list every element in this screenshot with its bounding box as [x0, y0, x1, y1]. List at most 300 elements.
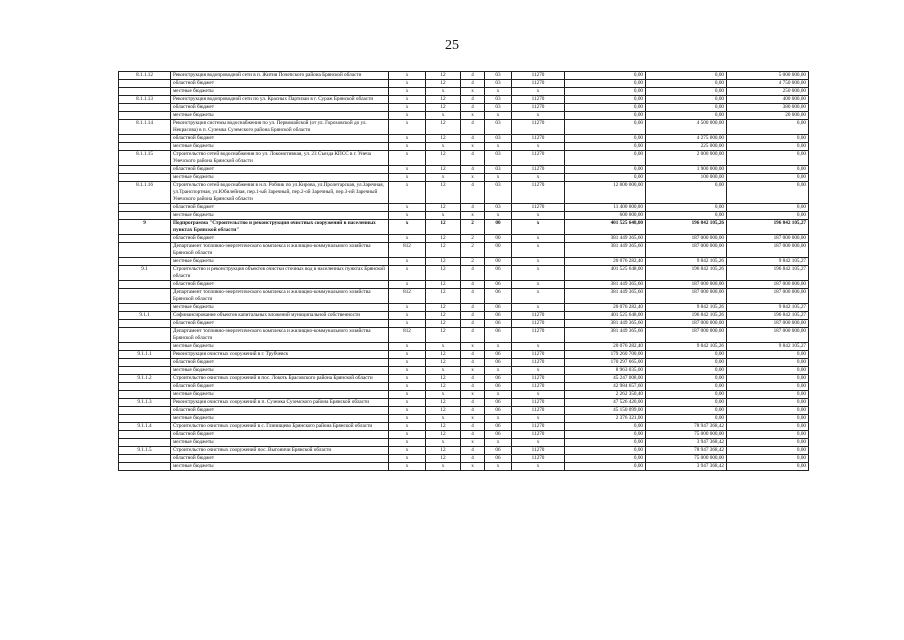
row-amount-year2-cell: 196 842 105,26 — [646, 312, 727, 320]
row-name-cell: местные бюджеты — [171, 112, 389, 120]
row-expense-type-cell: 11270 — [512, 423, 565, 431]
row-expense-type-cell: 11270 — [512, 455, 565, 463]
row-grbs-cell: 812 — [389, 328, 426, 343]
row-subsection-cell: x — [461, 88, 485, 96]
row-target-article-cell: x — [485, 415, 512, 423]
row-code-cell — [119, 281, 171, 289]
row-subsection-cell: 4 — [461, 423, 485, 431]
table-row — [119, 174, 809, 182]
table-row — [119, 455, 809, 463]
row-section-cell: 12 — [426, 281, 461, 289]
row-code-cell: 9 — [119, 220, 171, 235]
row-section-cell: x — [426, 174, 461, 182]
table-row — [119, 235, 809, 243]
row-amount-year2-cell: 0,00 — [646, 399, 727, 407]
row-name-cell: местные бюджеты — [171, 212, 389, 220]
row-amount-year1-cell: 0,00 — [565, 80, 646, 88]
row-target-article-cell: x — [485, 391, 512, 399]
table-row — [119, 447, 809, 455]
row-target-article-cell: 06 — [485, 431, 512, 439]
row-amount-year1-cell: 381 449 365,60 — [565, 281, 646, 289]
row-expense-type-cell: 11270 — [512, 407, 565, 415]
row-code-cell — [119, 383, 171, 391]
row-subsection-cell: 4 — [461, 166, 485, 174]
row-amount-year2-cell: 3 947 368,42 — [646, 439, 727, 447]
row-subsection-cell: 4 — [461, 96, 485, 104]
row-amount-year1-cell: 45 150 099,00 — [565, 407, 646, 415]
row-code-cell: 9.1 — [119, 266, 171, 281]
row-amount-year3-cell: 9 842 105,27 — [727, 343, 809, 351]
row-amount-year1-cell: 0,00 — [565, 135, 646, 143]
row-code-cell: 8.1.1.16 — [119, 182, 171, 204]
table-row — [119, 328, 809, 343]
row-subsection-cell: 4 — [461, 320, 485, 328]
row-subsection-cell: 4 — [461, 135, 485, 143]
row-amount-year1-cell: 0,00 — [565, 143, 646, 151]
row-amount-year3-cell: 187 000 000,00 — [727, 320, 809, 328]
row-code-cell: 8.1.1.12 — [119, 72, 171, 80]
row-expense-type-cell: 11270 — [512, 320, 565, 328]
row-section-cell: x — [426, 88, 461, 96]
row-name-cell: областной бюджет — [171, 320, 389, 328]
row-expense-type-cell: x — [512, 212, 565, 220]
row-expense-type-cell: x — [512, 391, 565, 399]
row-expense-type-cell: 11270 — [512, 375, 565, 383]
row-amount-year2-cell: 0,00 — [646, 112, 727, 120]
row-grbs-cell: x — [389, 383, 426, 391]
row-subsection-cell: 4 — [461, 383, 485, 391]
row-target-article-cell: 06 — [485, 423, 512, 431]
row-amount-year3-cell: 187 000 000,00 — [727, 243, 809, 258]
row-grbs-cell: x — [389, 143, 426, 151]
row-amount-year3-cell: 0,00 — [727, 166, 809, 174]
row-subsection-cell: 4 — [461, 289, 485, 304]
row-code-cell — [119, 415, 171, 423]
row-amount-year3-cell: 9 842 105,27 — [727, 304, 809, 312]
row-subsection-cell: 4 — [461, 359, 485, 367]
row-grbs-cell: x — [389, 120, 426, 135]
row-grbs-cell: 812 — [389, 289, 426, 304]
row-amount-year1-cell: 47 526 420,00 — [565, 399, 646, 407]
row-code-cell — [119, 204, 171, 212]
row-amount-year1-cell: 0,00 — [565, 72, 646, 80]
row-grbs-cell: x — [389, 407, 426, 415]
row-grbs-cell: x — [389, 235, 426, 243]
row-section-cell: 12 — [426, 235, 461, 243]
row-section-cell: 12 — [426, 151, 461, 166]
row-target-article-cell: 00 — [485, 220, 512, 235]
table-row — [119, 166, 809, 174]
row-amount-year3-cell: 0,00 — [727, 174, 809, 182]
row-code-cell: 9.1.1.5 — [119, 447, 171, 455]
row-name-cell: Строительство очистных сооружений пос. Выгоничи Брянской области — [171, 447, 389, 455]
row-subsection-cell: 4 — [461, 151, 485, 166]
budget-table — [118, 71, 809, 471]
row-subsection-cell: 4 — [461, 304, 485, 312]
row-amount-year1-cell: 0,00 — [565, 174, 646, 182]
row-amount-year3-cell: 0,00 — [727, 367, 809, 375]
row-subsection-cell: x — [461, 343, 485, 351]
row-grbs-cell: x — [389, 463, 426, 471]
table-row — [119, 423, 809, 431]
row-name-cell: областной бюджет — [171, 431, 389, 439]
row-grbs-cell: x — [389, 320, 426, 328]
row-code-cell — [119, 343, 171, 351]
row-name-cell: Департамент топливно-энергетического комплекса и жилищно-коммунального хозяйства Брянской области — [171, 289, 389, 304]
row-code-cell: 8.1.1.14 — [119, 120, 171, 135]
row-grbs-cell: x — [389, 204, 426, 212]
row-code-cell — [119, 258, 171, 266]
row-amount-year2-cell: 3 947 368,42 — [646, 463, 727, 471]
row-amount-year3-cell: 0,00 — [727, 439, 809, 447]
row-amount-year2-cell: 2 000 000,00 — [646, 151, 727, 166]
row-expense-type-cell: x — [512, 289, 565, 304]
row-amount-year3-cell: 187 000 000,00 — [727, 328, 809, 343]
table-row — [119, 383, 809, 391]
row-target-article-cell: x — [485, 463, 512, 471]
row-code-cell — [119, 135, 171, 143]
row-section-cell: 12 — [426, 80, 461, 88]
row-code-cell — [119, 391, 171, 399]
row-subsection-cell: 4 — [461, 80, 485, 88]
row-name-cell: областной бюджет — [171, 359, 389, 367]
table-row — [119, 343, 809, 351]
row-code-cell — [119, 143, 171, 151]
row-code-cell — [119, 166, 171, 174]
row-amount-year2-cell: 9 842 105,26 — [646, 343, 727, 351]
row-expense-type-cell: 11270 — [512, 383, 565, 391]
row-subsection-cell: 2 — [461, 258, 485, 266]
row-amount-year1-cell: 2 376 321,00 — [565, 415, 646, 423]
row-target-article-cell: 06 — [485, 447, 512, 455]
row-name-cell: областной бюджет — [171, 135, 389, 143]
row-grbs-cell: x — [389, 72, 426, 80]
row-expense-type-cell: 11270 — [512, 431, 565, 439]
row-target-article-cell: 03 — [485, 151, 512, 166]
row-target-article-cell: 06 — [485, 351, 512, 359]
row-section-cell: x — [426, 463, 461, 471]
row-target-article-cell: x — [485, 439, 512, 447]
row-subsection-cell: x — [461, 174, 485, 182]
row-amount-year2-cell: 0,00 — [646, 212, 727, 220]
row-subsection-cell: 4 — [461, 204, 485, 212]
row-name-cell: местные бюджеты — [171, 415, 389, 423]
row-amount-year3-cell: 196 842 105,27 — [727, 266, 809, 281]
row-expense-type-cell: 11270 — [512, 312, 565, 320]
row-name-cell: местные бюджеты — [171, 463, 389, 471]
table-row — [119, 399, 809, 407]
row-target-article-cell: 00 — [485, 258, 512, 266]
row-expense-type-cell: 11270 — [512, 399, 565, 407]
row-name-cell: Реконструкция водопроводной сети в п. Житня Почепского района Брянской области — [171, 72, 389, 80]
row-subsection-cell: 4 — [461, 328, 485, 343]
row-expense-type-cell: 11270 — [512, 120, 565, 135]
row-target-article-cell: x — [485, 112, 512, 120]
table-row — [119, 243, 809, 258]
row-expense-type-cell: 11270 — [512, 351, 565, 359]
row-target-article-cell: 06 — [485, 383, 512, 391]
row-target-article-cell: x — [485, 174, 512, 182]
row-code-cell — [119, 431, 171, 439]
row-amount-year2-cell: 4 275 000,00 — [646, 135, 727, 143]
row-subsection-cell: 4 — [461, 375, 485, 383]
row-name-cell: местные бюджеты — [171, 174, 389, 182]
row-name-cell: Строительство сетей водоснабжения по ул. Локомотивная, ул. 23 Съезда КПСС в г. Унеча Унечского района Брянской области — [171, 151, 389, 166]
row-expense-type-cell: x — [512, 143, 565, 151]
row-amount-year1-cell: 401 525 648,00 — [565, 312, 646, 320]
row-name-cell: областной бюджет — [171, 80, 389, 88]
table-row — [119, 104, 809, 112]
row-expense-type-cell: x — [512, 174, 565, 182]
row-subsection-cell: 4 — [461, 431, 485, 439]
row-grbs-cell: x — [389, 88, 426, 96]
table-row — [119, 266, 809, 281]
row-target-article-cell: 06 — [485, 281, 512, 289]
row-subsection-cell: x — [461, 112, 485, 120]
row-target-article-cell: 06 — [485, 312, 512, 320]
row-grbs-cell: x — [389, 375, 426, 383]
row-expense-type-cell: x — [512, 281, 565, 289]
row-subsection-cell: x — [461, 367, 485, 375]
row-amount-year1-cell: 0,00 — [565, 439, 646, 447]
table-row — [119, 415, 809, 423]
row-amount-year1-cell: 20 076 282,40 — [565, 343, 646, 351]
row-section-cell: x — [426, 343, 461, 351]
row-section-cell: 12 — [426, 320, 461, 328]
row-expense-type-cell: 11270 — [512, 204, 565, 212]
table-row — [119, 143, 809, 151]
row-amount-year1-cell: 20 076 282,40 — [565, 304, 646, 312]
row-name-cell: областной бюджет — [171, 383, 389, 391]
row-name-cell: местные бюджеты — [171, 391, 389, 399]
row-name-cell: местные бюджеты — [171, 258, 389, 266]
row-subsection-cell: x — [461, 143, 485, 151]
table-row — [119, 88, 809, 96]
row-amount-year1-cell: 42 984 657,60 — [565, 383, 646, 391]
row-name-cell: местные бюджеты — [171, 439, 389, 447]
row-grbs-cell: x — [389, 166, 426, 174]
row-grbs-cell: x — [389, 281, 426, 289]
row-amount-year2-cell: 4 500 000,00 — [646, 120, 727, 135]
row-name-cell: местные бюджеты — [171, 143, 389, 151]
row-amount-year2-cell: 9 842 105,26 — [646, 304, 727, 312]
row-grbs-cell: x — [389, 423, 426, 431]
row-expense-type-cell: x — [512, 243, 565, 258]
row-amount-year2-cell: 187 000 000,00 — [646, 289, 727, 304]
table-body — [119, 72, 809, 471]
table-row — [119, 182, 809, 204]
row-amount-year3-cell: 187 000 000,00 — [727, 289, 809, 304]
row-subsection-cell: x — [461, 391, 485, 399]
row-amount-year3-cell: 0,00 — [727, 399, 809, 407]
row-name-cell: областной бюджет — [171, 166, 389, 174]
row-amount-year2-cell: 0,00 — [646, 359, 727, 367]
row-subsection-cell: 4 — [461, 72, 485, 80]
row-amount-year1-cell: 11 400 000,00 — [565, 204, 646, 212]
row-section-cell: 12 — [426, 135, 461, 143]
row-expense-type-cell: x — [512, 235, 565, 243]
row-expense-type-cell: x — [512, 415, 565, 423]
row-section-cell: 12 — [426, 289, 461, 304]
row-expense-type-cell: 11270 — [512, 80, 565, 88]
row-name-cell: местные бюджеты — [171, 343, 389, 351]
row-target-article-cell: 00 — [485, 235, 512, 243]
row-amount-year1-cell: 0,00 — [565, 112, 646, 120]
row-amount-year3-cell: 380 000,00 — [727, 104, 809, 112]
row-expense-type-cell: x — [512, 463, 565, 471]
row-target-article-cell: 03 — [485, 166, 512, 174]
table-row — [119, 80, 809, 88]
row-grbs-cell: x — [389, 112, 426, 120]
row-code-cell — [119, 212, 171, 220]
row-amount-year3-cell: 250 000,00 — [727, 88, 809, 96]
row-code-cell — [119, 359, 171, 367]
row-name-cell: Департамент топливно-энергетического комплекса и жилищно-коммунального хозяйства Брянской области — [171, 243, 389, 258]
table-row — [119, 304, 809, 312]
row-amount-year2-cell: 0,00 — [646, 96, 727, 104]
row-code-cell — [119, 463, 171, 471]
row-subsection-cell: 4 — [461, 281, 485, 289]
row-name-cell: Софинансирование объектов капитальных вложений муниципальной собственности — [171, 312, 389, 320]
row-amount-year1-cell: 401 525 648,00 — [565, 266, 646, 281]
row-amount-year3-cell: 0,00 — [727, 391, 809, 399]
row-grbs-cell: x — [389, 212, 426, 220]
table-row — [119, 96, 809, 104]
row-grbs-cell: x — [389, 304, 426, 312]
row-amount-year3-cell: 0,00 — [727, 455, 809, 463]
row-amount-year2-cell: 187 000 000,00 — [646, 281, 727, 289]
row-target-article-cell: 06 — [485, 304, 512, 312]
table-row — [119, 431, 809, 439]
row-grbs-cell: x — [389, 351, 426, 359]
row-section-cell: x — [426, 439, 461, 447]
row-amount-year1-cell: 0,00 — [565, 88, 646, 96]
row-section-cell: 12 — [426, 72, 461, 80]
row-grbs-cell: x — [389, 359, 426, 367]
row-expense-type-cell: x — [512, 439, 565, 447]
row-expense-type-cell: x — [512, 304, 565, 312]
row-name-cell: областной бюджет — [171, 235, 389, 243]
row-amount-year3-cell: 196 842 105,27 — [727, 220, 809, 235]
row-section-cell: 12 — [426, 383, 461, 391]
row-expense-type-cell: 11270 — [512, 104, 565, 112]
row-amount-year1-cell: 12 000 000,00 — [565, 182, 646, 204]
row-grbs-cell: x — [389, 343, 426, 351]
row-subsection-cell: x — [461, 415, 485, 423]
row-name-cell: областной бюджет — [171, 455, 389, 463]
row-section-cell: 12 — [426, 423, 461, 431]
row-expense-type-cell: 11270 — [512, 359, 565, 367]
row-target-article-cell: x — [485, 88, 512, 96]
row-amount-year1-cell: 0,00 — [565, 431, 646, 439]
row-amount-year3-cell: 0,00 — [727, 375, 809, 383]
row-target-article-cell: 06 — [485, 266, 512, 281]
row-subsection-cell: 4 — [461, 399, 485, 407]
row-name-cell: областной бюджет — [171, 281, 389, 289]
row-amount-year1-cell: 381 449 365,60 — [565, 243, 646, 258]
row-amount-year2-cell: 78 947 368,42 — [646, 447, 727, 455]
row-grbs-cell: x — [389, 220, 426, 235]
row-grbs-cell: x — [389, 182, 426, 204]
row-section-cell: 12 — [426, 407, 461, 415]
row-amount-year2-cell: 0,00 — [646, 375, 727, 383]
row-amount-year1-cell: 20 076 282,40 — [565, 258, 646, 266]
row-amount-year1-cell: 179 260 700,00 — [565, 351, 646, 359]
row-amount-year2-cell: 75 000 000,00 — [646, 455, 727, 463]
row-amount-year3-cell: 5 000 000,00 — [727, 72, 809, 80]
row-name-cell: Реконструкция водопроводной сети по ул. Красных Партизан в г. Сураж Брянской области — [171, 96, 389, 104]
row-code-cell — [119, 320, 171, 328]
row-section-cell: x — [426, 367, 461, 375]
row-grbs-cell: x — [389, 439, 426, 447]
row-name-cell: Строительство очистных сооружений в пос. Локоть Брасовского района Брянской области — [171, 375, 389, 383]
row-subsection-cell: 4 — [461, 407, 485, 415]
row-target-article-cell: 06 — [485, 320, 512, 328]
row-amount-year2-cell: 0,00 — [646, 391, 727, 399]
row-amount-year3-cell: 196 842 105,27 — [727, 312, 809, 320]
row-section-cell: 12 — [426, 182, 461, 204]
row-target-article-cell: 03 — [485, 204, 512, 212]
page-number: 25 — [445, 38, 459, 53]
row-target-article-cell: 03 — [485, 182, 512, 204]
row-amount-year1-cell: 0,00 — [565, 120, 646, 135]
row-target-article-cell: 03 — [485, 80, 512, 88]
row-subsection-cell: x — [461, 212, 485, 220]
row-amount-year3-cell: 0,00 — [727, 351, 809, 359]
row-expense-type-cell: 11270 — [512, 328, 565, 343]
row-name-cell: Подпрограмма "Строительство и реконструкция очистных сооружений в населенных пунктах Брянской области" — [171, 220, 389, 235]
row-expense-type-cell: x — [512, 258, 565, 266]
row-section-cell: x — [426, 143, 461, 151]
row-amount-year1-cell: 381 449 365,60 — [565, 289, 646, 304]
row-target-article-cell: x — [485, 143, 512, 151]
row-section-cell: 12 — [426, 104, 461, 112]
row-section-cell: 12 — [426, 431, 461, 439]
table-row — [119, 151, 809, 166]
row-amount-year1-cell: 0,00 — [565, 447, 646, 455]
row-amount-year2-cell: 187 000 000,00 — [646, 243, 727, 258]
row-code-cell — [119, 88, 171, 96]
row-code-cell: 9.1.1.3 — [119, 399, 171, 407]
row-amount-year2-cell: 0,00 — [646, 383, 727, 391]
row-amount-year1-cell: 8 963 035,00 — [565, 367, 646, 375]
row-section-cell: 12 — [426, 455, 461, 463]
row-grbs-cell: x — [389, 80, 426, 88]
row-amount-year2-cell: 196 842 105,26 — [646, 220, 727, 235]
table-row — [119, 220, 809, 235]
row-section-cell: x — [426, 112, 461, 120]
row-amount-year3-cell: 0,00 — [727, 212, 809, 220]
row-amount-year2-cell: 1 900 000,00 — [646, 166, 727, 174]
row-code-cell — [119, 455, 171, 463]
row-grbs-cell: x — [389, 447, 426, 455]
row-code-cell — [119, 235, 171, 243]
row-amount-year3-cell: 0,00 — [727, 135, 809, 143]
row-target-article-cell: 03 — [485, 120, 512, 135]
row-amount-year3-cell: 0,00 — [727, 447, 809, 455]
row-section-cell: 12 — [426, 266, 461, 281]
table-row — [119, 312, 809, 320]
row-amount-year2-cell: 0,00 — [646, 72, 727, 80]
row-code-cell — [119, 243, 171, 258]
row-amount-year2-cell: 0,00 — [646, 88, 727, 96]
row-amount-year1-cell: 0,00 — [565, 96, 646, 104]
row-section-cell: 12 — [426, 304, 461, 312]
row-code-cell — [119, 304, 171, 312]
row-subsection-cell: 2 — [461, 220, 485, 235]
row-name-cell: местные бюджеты — [171, 304, 389, 312]
row-code-cell: 9.1.1 — [119, 312, 171, 320]
